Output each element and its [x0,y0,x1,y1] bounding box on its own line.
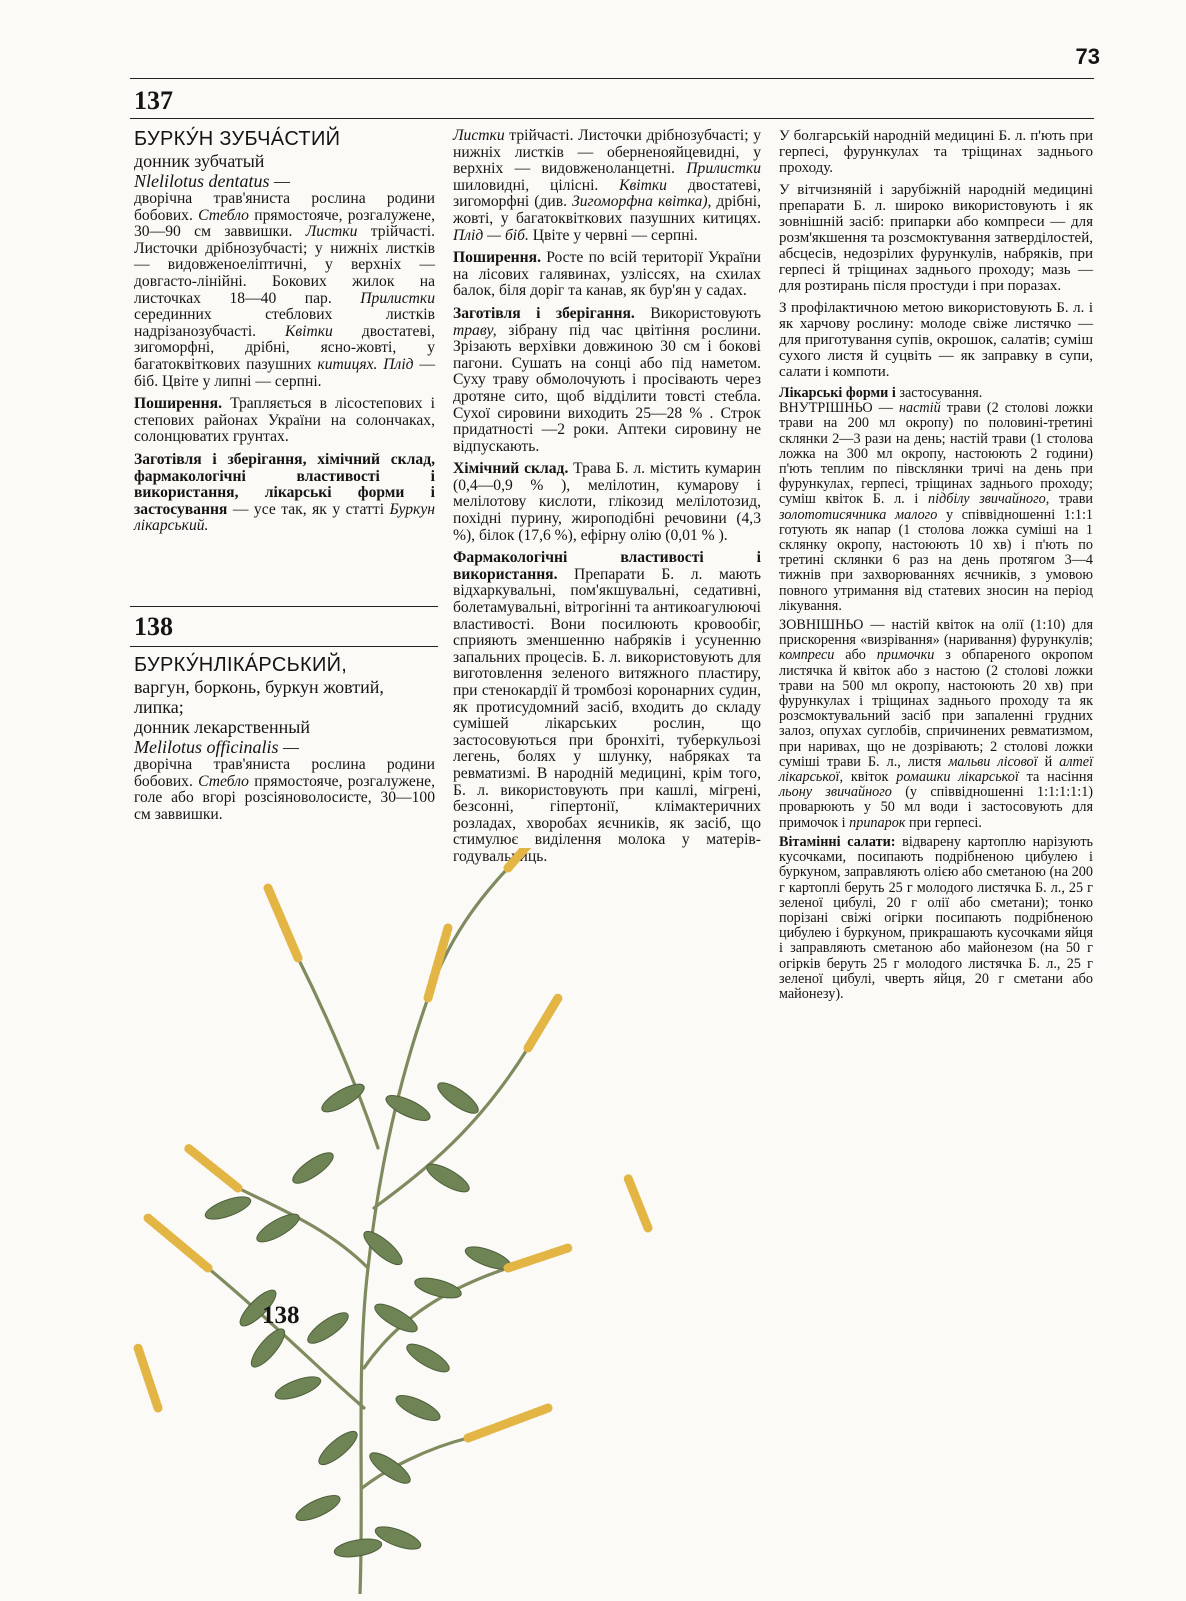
leaf [434,1078,482,1119]
article-137-headword: БУРКУ́Н ЗУБЧА́СТИЙ [134,128,341,150]
article-138-external-use: ЗОВНІШНЬО — настій квіток на олії (1:10) для прискорення «визрівання» (наривання) фурункулів; компреси або примочки з обпареного окропом листячка й квіток або з настою (2 столові ложки трави на 500 мл окропу, настоюють 20 хв) при фурункулах і тріщинах заднього проходу та як розсмоктувальний засіб при запаленні грудних залоз, опухах суглобів, спричинених ревматизмом, при наривах, що не дозрівають; 2 столові ложки суміші трави Б. л., листя мальви лісової й алтеї лікарської, квіток ромашки лікарської та насіння льону звичайного (у співвідношенні 1:1:1:1:1) проварюють у 50 мл води і застосовують для примочок і припарок при герпесі. [779,617,1094,831]
article-138-procurement: Заготівля і зберігання. Використовують траву, зібрану під час цвітіння рослини. Зрізають верхівки довжиною 30 см і бокові пагони. Сушать на сонці або під наметом. Суху траву обмолочують і просівають через дротяне сито, щоб відділити товсті стебла. Сухої сировини виходить 25—28 % . Строк придатності —2 роки. Аптеки сировину не відпускають. [453,304,761,455]
leaf [253,1209,303,1247]
column-3 [779,128,1093,1006]
flower-raceme [628,1178,648,1228]
article-138-distribution: Поширення. Росте по всій території України на лісових галявинах, узліссях, на схилах балок, біля доріг та канав, як бур'ян у садах. [453,249,761,300]
flower-raceme [148,1218,208,1268]
stem [238,1188,368,1268]
article-138-chemical: Хімічний склад. Трава Б. л. містить кумарин (0,4—0,9 % ), мелілотин, кумарову і мелілотову кислоти, глікозид мелілотозид, похідні пурину, жироподібні речовини (4,3 %), білок (17,6 %), ефірну олію (0,01 % ). [453,460,762,544]
stem [298,958,378,1148]
article-138-headword: БУРКУ́НЛІКА́РСЬКИЙ, [134,654,348,676]
flower-raceme [508,848,534,868]
article-138-bulgarian: У болгарській народній медицині Б. л. п'ють при герпесі, фурункулах та тріщинах заднього проходу. [779,128,1093,176]
article-138-rule-top [130,606,438,607]
top-rule [130,78,1094,79]
leaf [403,1339,453,1377]
article-138-rule-bottom [130,646,438,647]
leaf [333,1536,383,1560]
flower-raceme [468,1408,548,1438]
page-number: 73 [1075,44,1100,69]
article-138-forms-heading: Лікарські форми і застосування. [779,385,983,401]
article-138-number: 138 [134,612,173,641]
column-1-article-138 [134,654,435,829]
article-138-russian-name: донник лекарственный [134,717,310,737]
plant-leaves [203,1078,514,1560]
leaf [289,1148,337,1189]
header-rule [130,118,1094,119]
article-137-number: 137 [134,86,173,115]
leaf [373,1522,424,1553]
article-137-russian-name: донник зубчатый [134,151,265,171]
flower-raceme [268,888,298,958]
flower-raceme [428,928,448,998]
illustration-label: 138 [262,1302,300,1329]
flower-raceme [188,1148,238,1188]
article-137-procurement: Заготівля і зберігання, хімічний склад, фармакологічні властивості і використання, лікарські форми і застосування — усе так, як у статті Буркун лікарський. [134,450,435,535]
leaf [423,1159,473,1197]
flower-raceme [528,998,558,1048]
leaf [359,1226,406,1269]
leaf [293,1491,343,1526]
article-137-description: дворічна трав'яниста рослина родини бобових. Стебло прямостояче, розгалужене, 30—90 см заввишки. Листки трійчасті. Листочки дрібнозубчасті; у нижніх листків — видовженоеліптичні, у верхніх — довгасто-лінійні. Бокових жилок на листочках 18—40 пар. Прилистки серединних стеблових листків надрізанозубчасті. Квітки двостатеві, зигоморфні, дрібні, ясно-жовті, у багатоквіткових пазушних китицях. Плід — біб. Цвіте у липні — серпні. [134,190,435,390]
article-138-description: Листки трійчасті. Листочки дрібнозубчасті; у нижніх листків — оберненояйцевидні, у верхніх — видовженоланцетні. Прилистки шиловидні, цілісні. Квітки двостатеві, зигоморфні (див. Зигоморфна квітка), дрібні, жовті, у багатоквіткових пазушних китицях. Плід — біб. Цвіте у червні — серпні. [453,127,761,244]
leaf [304,1308,352,1349]
article-138-internal-use: ВНУТРІШНЬО — настій трави (2 столові ложки трави на 200 мл окропу) по половині-третині склянки 2—3 рази на день; настій трави (1 столова ложка на 300 мл окропу, настоюють 2 години) п'ють теплим по півсклянки тричі на день при фурункулах, герпесі, тріщинах заднього проходу; суміш квіток Б. л. і підбілу звичайного, трави золототисячника малого у співвідношенні 1:1:1 готують як напар (1 столова ложка суміші на 1 склянку окропу, настоюють 10 хв) і п'ють по третині склянки 6 раз на день протягом 3—4 тижнів при захворюваннях яєчників, з умовою повного утримання від статевих зносин на період лікування. [779,400,1094,614]
leaf [203,1192,254,1223]
flower-racemes [138,848,648,1438]
leaf [314,1426,361,1469]
article-138-latin-name: Melilotus officinalis — [134,737,299,757]
article-138-vitamin-salads: Вітамінні салати: відварену картоплю нарізують кусочками, посипають подрібненою цибулею і буркуном, заправляють олією або сметаною (на 200 г картоплі беруть 25 г молодого листячка Б. л., 25 г зеленої цибулі, 20 г олії або сметани); тонко порізані свіжі огірки посипають подрібненою цибулею і буркуном, прикрашають кусочками яйця і заправляють сметаною або майонезом (на 50 г огірків беруть 25 г молодого листячка Б. л., 25 г зеленої цибулі, чверть яйця, 20 г сметани або майонезу). [779,833,1093,1002]
article-137-distribution: Поширення. Трапляється в лісостепових і степових районах України на солончаках, солонцюватих грунтах. [134,395,435,446]
leaf [366,1448,414,1489]
melilotus-illustration [128,848,656,1594]
article-138-description-start: дворічна трав'яниста рослина родини бобових. Стебло прямостояче, розгалужене, голе або вгорі розсіяноволосисте, 30—100 см заввишки. [134,757,435,823]
article-138-synonyms: варгун, борконь, буркун жовтий, липка; [134,677,384,717]
article-138-prophylactic: З профілактичною метою використовують Б. л. і як харчову рослину: молоде свіже листячко — для приготування супів, окрошок, салатів; суміш сухого листя й суцвіть — як заправку в супи, салати і компоти. [779,300,1093,380]
flower-raceme [138,1348,158,1408]
column-2 [453,128,761,872]
article-138-pharmacology: Фармакологічні властивості і використання. Препарати Б. л. мають відхаркувальні, пом'якшувальні, седативні, болетамувальні, вітрогінні та антикоагулюючі властивості. Вони посилюють кровообіг, сприяють зменшенню набряків і усуненню запальних процесів. Б. л. використовують для виготовлення зеленого витяжного пластиру, при стенокардії й тромбозі коронарних судин, як протисудомний засіб, входить до складу сумішей лікарських рослин, що застосовуються при бронхіті, туберкульозі легень, болях у шлунку, набряках та ревматизмі. В народній медицині, крім того, Б. л. використовують при кашлі, мігрені, безсонні, гіпертонії, клімактеричних розладах, хворобах яєчників, як засіб, що стимулює виділення молока у матерів-годувальниць. [453,549,761,865]
leaf [273,1372,324,1403]
leaf [246,1324,289,1371]
flower-raceme [508,1248,568,1268]
leaf [383,1091,433,1126]
article-137-latin-name: Nlelilotus dentatus — [134,171,291,191]
leaf [393,1391,443,1426]
article-138-world-medicine: У вітчизняній і зарубіжній народній медицині препарати Б. л. широко використовують і як зовнішній засіб: припарки або компреси — для розм'якшення та розсмоктування затверділостей, абсцесів, недозрілих фурункулів, набряків, при герпесі й тріщинах заднього проходу; мазь — для розтирань після простуди і при поразах. [779,182,1093,294]
column-1 [134,128,435,541]
